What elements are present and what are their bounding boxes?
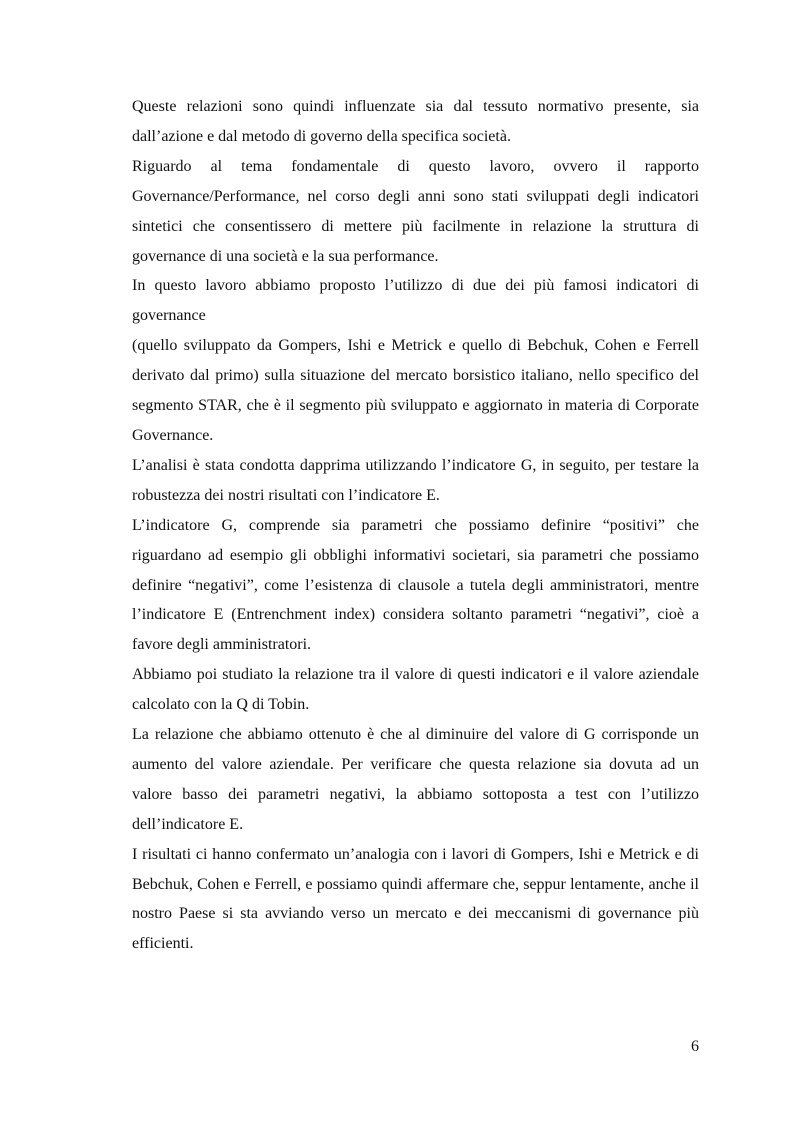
paragraph-9: I risultati ci hanno confermato un’analogia con i lavori di Gompers, Ishi e Metrick e di Bebchuk, Cohen e Ferrell, e possiamo quindi affermare che, seppur lentamente, anche il nostro Paese si sta avviando verso un mercato e dei meccanismi di governance più efficienti. (132, 845, 699, 953)
paragraph-5: L’analisi è stata condotta dapprima utilizzando l’indicatore G, in seguito, per testare la robustezza dei nostri risultati con l’indicatore E. (132, 456, 699, 504)
paragraph-7: Abbiamo poi studiato la relazione tra il valore di questi indicatori e il valore aziendale calcolato con la Q di Tobin. (132, 666, 699, 714)
paragraph-4: (quello sviluppato da Gompers, Ishi e Metrick e quello di Bebchuk, Cohen e Ferrell derivato dal primo) sulla situazione del mercato borsistico italiano, nello specifico del segmento STAR, che è il segmento più sviluppato e aggiornato in materia di Corporate Governance. (132, 337, 699, 444)
paragraph-1: Queste relazioni sono quindi influenzate sia dal tessuto normativo presente, sia dall’azione e dal metodo di governo della specifica società. (132, 98, 699, 145)
paragraph-8: La relazione che abbiamo ottenuto è che al diminuire del valore di G corrisponde un aumento del valore aziendale. Per verificare che questa relazione sia dovuta ad un valore basso dei parametri negativi, la abbiamo sottoposta a test con l’utilizzo dell’indicatore E. (132, 726, 699, 833)
body-text (132, 92, 699, 959)
page-number: 6 (691, 1038, 699, 1055)
paragraph-6: L’indicatore G, comprende sia parametri che possiamo definire “positivi” che riguardano ad esempio gli obblighi informativi societari, sia parametri che possiamo definire “negativi”, come l’esistenza di clausole a tutela degli amministratori, mentre l’indicatore E (Entrenchment index) considera soltanto parametri “negativi”, cioè a favore degli amministratori. (132, 516, 699, 654)
paragraph-2: Riguardo al tema fondamentale di questo lavoro, ovvero il rapporto Governance/Performance, nel corso degli anni sono stati sviluppati degli indicatori sintetici che consentissero di mettere più facilmente in relazione la struttura di governance di una società e la sua performance. (132, 157, 699, 265)
paragraph-3: In questo lavoro abbiamo proposto l’utilizzo di due dei più famosi indicatori di governance (132, 277, 699, 325)
